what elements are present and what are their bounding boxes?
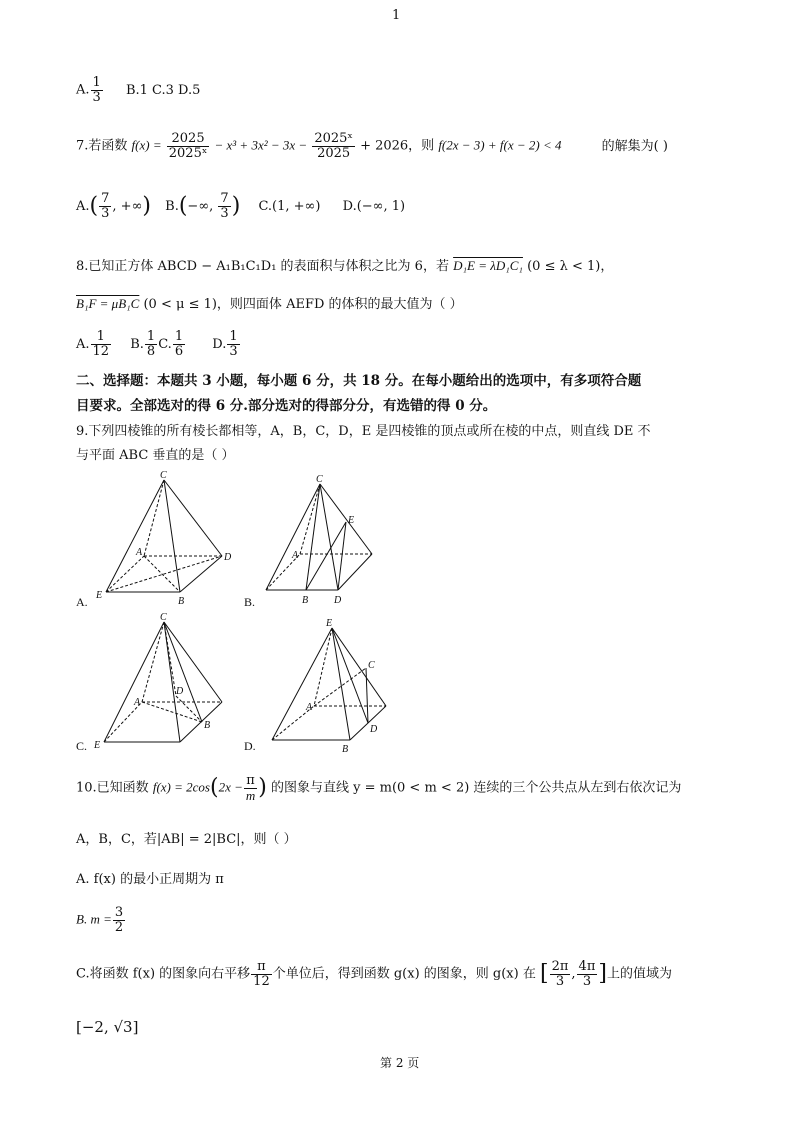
q8-options (76, 330, 241, 358)
page-number-top: 1 (392, 8, 401, 23)
q8-option-c: C. $\frac{1}{6}$ (158, 329, 184, 359)
svg-text:D: D (176, 686, 184, 697)
svg-text:B: B (302, 595, 309, 606)
section2-heading-line2: 目要求。全部选对的得 6 分.部分选对的得部分分，有选错的得 0 分。 (76, 398, 497, 414)
q10-option-b: B. m = $\frac{3}{2}$ (76, 905, 124, 935)
q10-stem-line1: 10.已知函数 f(x) = 2cos(2x − $\frac{\pi}{m}$ ) 的图象与直线 y = m(0 < m < 2) 连续的三个公共点从左到右依次记为 (76, 773, 682, 803)
q7-options (76, 192, 405, 220)
q9-figure-a (76, 470, 232, 609)
svg-text:E: E (94, 740, 101, 751)
q10-option-c: C.将函数 f(x) 的图象向右平移 $\frac{\pi}{12}$ 个单位后，得到函数 g(x) 的图象，则 g(x) 在 [ $\frac{2\pi}{3}$ , $\frac{4\pi}{3}$ ]上的值域为 (76, 959, 672, 989)
q8-stem-line2: B₁F = μB₁C (0 < μ ≤ 1)，则四面体 AEFD 的体积的最大值为（ ） (76, 296, 463, 312)
q7-stem: 7.若函数 f(x) = $\frac{2025}{\text{2025ˣ}}$ − x³ + 3x² − 3x − $\frac{\text{2025ˣ}}{2025}$ + 2026，则 f(2x − 3) + f(x − 2) < 4 的解集为( ) (76, 131, 668, 161)
q6-options-rest: B.1 C.3 D.5 (125, 82, 201, 98)
svg-text:C.: C. (76, 739, 88, 753)
q10-option-a: A. f(x) 的最小正周期为 π (76, 872, 224, 887)
svg-text:E: E (326, 618, 333, 629)
q8-stem-line1: 8.已知正方体 ABCD − A₁B₁C₁D₁ 的表面积与体积之比为 6，若 D₁E = λD₁C₁ (0 ≤ λ < 1)， (76, 258, 614, 274)
q7-option-c: C.(1, +∞) (258, 198, 321, 214)
fig-a-label-b: B (178, 596, 185, 607)
svg-text:C: C (316, 474, 323, 485)
q6-option-a-fraction: $\frac{1}{3}$ (92, 75, 101, 105)
fig-a-label-a: A (136, 547, 143, 558)
q6-options: A. $\frac{1}{3}$ B.1 C.3 D.5 (76, 75, 201, 105)
q8-option-d: D. $\frac{1}{3}$ (212, 329, 238, 359)
q9-figure-c (76, 612, 222, 753)
svg-text:D: D (370, 724, 378, 735)
q10-stem-line2: A，B，C，若|AB| = 2|BC|，则（ ） (76, 832, 297, 847)
section2-heading-line1: 二、选择题：本题共 3 小题，每小题 6 分，共 18 分。在每小题给出的选项中，有多项符合题 (76, 373, 642, 389)
fig-a-label-e: E (96, 590, 103, 601)
svg-text:C: C (368, 660, 375, 671)
q8-option-a: A. $\frac{1}{12}$ (76, 329, 110, 359)
svg-text:B: B (342, 744, 349, 755)
svg-text:A: A (292, 550, 299, 561)
svg-text:B: B (204, 720, 211, 731)
q9-figure-b (244, 474, 372, 609)
fig-a-label-c: C (160, 470, 167, 481)
page-footer: 第 2 页 (380, 1056, 420, 1070)
q9-stem-line2: 与平面 ABC 垂直的是（ ） (76, 448, 235, 463)
q9-stem-line1: 9.下列四棱锥的所有棱长都相等，A，B，C，D，E 是四棱锥的顶点或所在棱的中点，则直线 DE 不 (76, 424, 651, 439)
svg-text:A: A (134, 697, 141, 708)
svg-text:C: C (160, 612, 167, 623)
fig-a-label-d: D (224, 552, 232, 563)
q9-figures (76, 470, 556, 760)
svg-text:B.: B. (244, 595, 256, 609)
svg-text:A: A (306, 702, 313, 713)
q7-option-b: B.(−∞, $\frac{7}{3}$ ) (165, 191, 241, 221)
q10-option-c-range: [−2, √3] (76, 1018, 139, 1036)
svg-text:D: D (334, 595, 342, 606)
q8-option-b: B. $\frac{1}{8}$ (130, 329, 156, 359)
q9-figure-d (244, 618, 386, 755)
fig-a-caption: A. (76, 595, 88, 609)
svg-text:D.: D. (244, 739, 256, 753)
q7-option-a: A.( $\frac{7}{3}$ , +∞) (76, 191, 151, 221)
q7-option-d: D.(−∞, 1) (342, 198, 406, 214)
svg-text:E: E (348, 515, 355, 526)
